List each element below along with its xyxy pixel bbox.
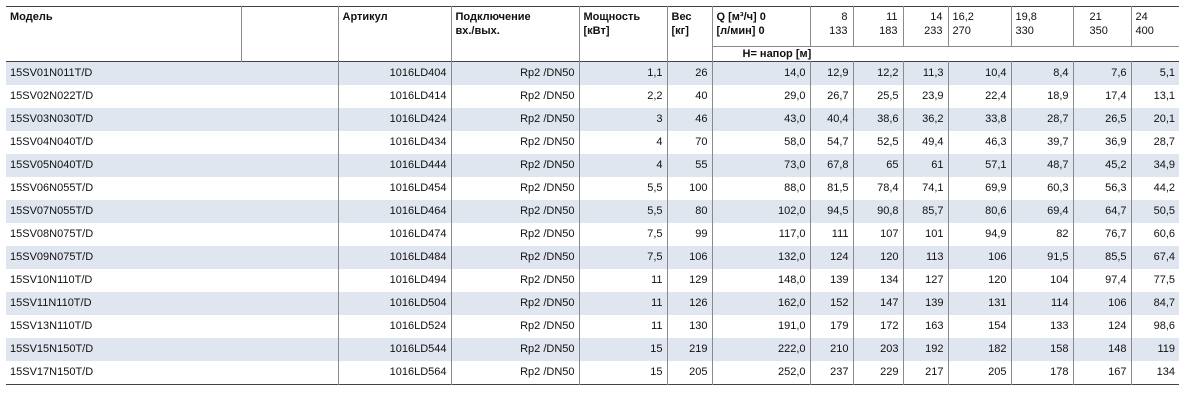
q-lmin-1: 133 <box>829 25 848 37</box>
connection-cell: Rp2 /DN50 <box>451 108 579 131</box>
q-m3h-2: 11 <box>886 11 898 23</box>
model-cell: 15SV03N030T/D <box>6 108 241 131</box>
head-cell: 88,0 <box>712 177 810 200</box>
head-cell: 50,5 <box>1131 200 1179 223</box>
blank-cell <box>241 62 338 86</box>
head-cell: 46,3 <box>948 131 1011 154</box>
head-cell: 124 <box>810 246 853 269</box>
head-cell: 22,4 <box>948 85 1011 108</box>
connection-cell: Rp2 /DN50 <box>451 62 579 86</box>
head-cell: 222,0 <box>712 338 810 361</box>
head-cell: 10,4 <box>948 62 1011 86</box>
head-cell: 60,6 <box>1131 223 1179 246</box>
header-connection-line2: вх./вых. <box>455 25 500 37</box>
head-cell: 139 <box>903 292 948 315</box>
connection-cell: Rp2 /DN50 <box>451 315 579 338</box>
model-cell: 15SV06N055T/D <box>6 177 241 200</box>
blank-cell <box>241 269 338 292</box>
head-cell: 28,7 <box>1131 131 1179 154</box>
head-cell: 29,0 <box>712 85 810 108</box>
head-cell: 85,5 <box>1073 246 1131 269</box>
blank-cell <box>241 246 338 269</box>
head-cell: 178 <box>1011 361 1073 385</box>
head-cell: 84,7 <box>1131 292 1179 315</box>
power-cell: 3 <box>579 108 667 131</box>
connection-cell: Rp2 /DN50 <box>451 177 579 200</box>
head-cell: 52,5 <box>853 131 903 154</box>
head-cell: 48,7 <box>1011 154 1073 177</box>
header-weight-line2: [кг] <box>671 25 689 37</box>
power-cell: 11 <box>579 315 667 338</box>
connection-cell: Rp2 /DN50 <box>451 269 579 292</box>
header-connection <box>451 7 579 62</box>
model-cell: 15SV04N040T/D <box>6 131 241 154</box>
head-cell: 162,0 <box>712 292 810 315</box>
model-cell: 15SV13N110T/D <box>6 315 241 338</box>
blank-cell <box>241 85 338 108</box>
head-cell: 38,6 <box>853 108 903 131</box>
table-row <box>6 154 1179 177</box>
head-cell: 107 <box>853 223 903 246</box>
article-cell: 1016LD464 <box>338 200 451 223</box>
head-cell: 74,1 <box>903 177 948 200</box>
q-lmin-2: 183 <box>879 25 898 37</box>
head-cell: 12,9 <box>810 62 853 86</box>
head-cell: 131 <box>948 292 1011 315</box>
header-head: H= напор [м] <box>712 47 1179 62</box>
head-cell: 80,6 <box>948 200 1011 223</box>
head-cell: 40,4 <box>810 108 853 131</box>
table-row <box>6 62 1179 86</box>
head-cell: 111 <box>810 223 853 246</box>
head-cell: 163 <box>903 315 948 338</box>
article-cell: 1016LD404 <box>338 62 451 86</box>
header-q-col-6 <box>1073 7 1131 47</box>
table-row <box>6 246 1179 269</box>
power-cell: 1,1 <box>579 62 667 86</box>
header-article: Артикул <box>338 7 451 62</box>
model-cell: 15SV01N011T/D <box>6 62 241 86</box>
connection-cell: Rp2 /DN50 <box>451 223 579 246</box>
head-cell: 106 <box>948 246 1011 269</box>
head-cell: 8,4 <box>1011 62 1073 86</box>
header-q-line2: [л/мин] 0 <box>716 25 765 37</box>
head-cell: 101 <box>903 223 948 246</box>
head-cell: 102,0 <box>712 200 810 223</box>
head-cell: 33,8 <box>948 108 1011 131</box>
head-cell: 57,1 <box>948 154 1011 177</box>
head-cell: 132,0 <box>712 246 810 269</box>
header-q-col-3 <box>903 7 948 47</box>
q-lmin-5: 330 <box>1015 25 1034 37</box>
head-cell: 104 <box>1011 269 1073 292</box>
model-cell: 15SV09N075T/D <box>6 246 241 269</box>
head-cell: 11,3 <box>903 62 948 86</box>
model-cell: 15SV05N040T/D <box>6 154 241 177</box>
q-lmin-6: 350 <box>1089 25 1108 37</box>
head-cell: 154 <box>948 315 1011 338</box>
head-cell: 12,2 <box>853 62 903 86</box>
head-cell: 182 <box>948 338 1011 361</box>
head-cell: 217 <box>903 361 948 385</box>
head-cell: 90,8 <box>853 200 903 223</box>
header-q-col-2 <box>853 7 903 47</box>
head-cell: 17,4 <box>1073 85 1131 108</box>
head-cell: 25,5 <box>853 85 903 108</box>
head-cell: 252,0 <box>712 361 810 385</box>
header-connection-line1: Подключение <box>455 11 531 23</box>
weight-cell: 26 <box>667 62 712 86</box>
table-row <box>6 177 1179 200</box>
weight-cell: 70 <box>667 131 712 154</box>
table-row <box>6 315 1179 338</box>
blank-cell <box>241 223 338 246</box>
connection-cell: Rp2 /DN50 <box>451 154 579 177</box>
article-cell: 1016LD504 <box>338 292 451 315</box>
head-cell: 67,8 <box>810 154 853 177</box>
connection-cell: Rp2 /DN50 <box>451 338 579 361</box>
head-cell: 26,5 <box>1073 108 1131 131</box>
header-blank <box>241 7 338 62</box>
model-cell: 15SV17N150T/D <box>6 361 241 385</box>
blank-cell <box>241 177 338 200</box>
model-cell: 15SV07N055T/D <box>6 200 241 223</box>
q-m3h-7: 24 <box>1135 11 1148 23</box>
head-cell: 203 <box>853 338 903 361</box>
table-row <box>6 269 1179 292</box>
weight-cell: 130 <box>667 315 712 338</box>
power-cell: 4 <box>579 154 667 177</box>
head-cell: 77,5 <box>1131 269 1179 292</box>
pump-spec-table <box>6 6 1179 385</box>
head-cell: 64,7 <box>1073 200 1131 223</box>
head-cell: 13,1 <box>1131 85 1179 108</box>
head-cell: 43,0 <box>712 108 810 131</box>
header-weight <box>667 7 712 62</box>
head-cell: 61 <box>903 154 948 177</box>
model-cell: 15SV10N110T/D <box>6 269 241 292</box>
head-cell: 120 <box>948 269 1011 292</box>
model-cell: 15SV02N022T/D <box>6 85 241 108</box>
head-cell: 26,7 <box>810 85 853 108</box>
head-cell: 134 <box>1131 361 1179 385</box>
q-lmin-3: 233 <box>924 25 943 37</box>
connection-cell: Rp2 /DN50 <box>451 246 579 269</box>
power-cell: 7,5 <box>579 223 667 246</box>
table-row <box>6 338 1179 361</box>
head-cell: 167 <box>1073 361 1131 385</box>
head-cell: 36,9 <box>1073 131 1131 154</box>
head-cell: 85,7 <box>903 200 948 223</box>
power-cell: 5,5 <box>579 200 667 223</box>
connection-cell: Rp2 /DN50 <box>451 200 579 223</box>
article-cell: 1016LD564 <box>338 361 451 385</box>
power-cell: 2,2 <box>579 85 667 108</box>
head-cell: 172 <box>853 315 903 338</box>
connection-cell: Rp2 /DN50 <box>451 85 579 108</box>
header-power-line1: Мощность <box>583 11 641 23</box>
head-cell: 106 <box>1073 292 1131 315</box>
head-cell: 67,4 <box>1131 246 1179 269</box>
article-cell: 1016LD414 <box>338 85 451 108</box>
header-model: Модель <box>10 11 53 23</box>
head-cell: 45,2 <box>1073 154 1131 177</box>
article-cell: 1016LD444 <box>338 154 451 177</box>
head-cell: 120 <box>853 246 903 269</box>
model-cell: 15SV11N110T/D <box>6 292 241 315</box>
table-row <box>6 292 1179 315</box>
table-row <box>6 108 1179 131</box>
head-cell: 44,2 <box>1131 177 1179 200</box>
head-cell: 39,7 <box>1011 131 1073 154</box>
connection-cell: Rp2 /DN50 <box>451 131 579 154</box>
head-cell: 117,0 <box>712 223 810 246</box>
head-cell: 69,9 <box>948 177 1011 200</box>
head-cell: 94,9 <box>948 223 1011 246</box>
q-lmin-4: 270 <box>952 25 971 37</box>
head-cell: 20,1 <box>1131 108 1179 131</box>
power-cell: 11 <box>579 269 667 292</box>
head-cell: 34,9 <box>1131 154 1179 177</box>
head-cell: 148 <box>1073 338 1131 361</box>
head-cell: 7,6 <box>1073 62 1131 86</box>
head-cell: 76,7 <box>1073 223 1131 246</box>
head-cell: 114 <box>1011 292 1073 315</box>
article-cell: 1016LD424 <box>338 108 451 131</box>
head-cell: 54,7 <box>810 131 853 154</box>
header-q-col-4 <box>948 7 1011 47</box>
head-cell: 49,4 <box>903 131 948 154</box>
power-cell: 15 <box>579 338 667 361</box>
power-cell: 5,5 <box>579 177 667 200</box>
head-cell: 191,0 <box>712 315 810 338</box>
blank-cell <box>241 131 338 154</box>
table-header <box>6 7 1179 62</box>
blank-cell <box>241 338 338 361</box>
weight-cell: 126 <box>667 292 712 315</box>
power-cell: 7,5 <box>579 246 667 269</box>
head-cell: 158 <box>1011 338 1073 361</box>
blank-cell <box>241 292 338 315</box>
blank-cell <box>241 200 338 223</box>
header-q-line1: Q [м³/ч] 0 <box>716 11 766 23</box>
article-cell: 1016LD484 <box>338 246 451 269</box>
weight-cell: 100 <box>667 177 712 200</box>
q-m3h-6: 21 <box>1089 11 1102 23</box>
header-power <box>579 7 667 62</box>
model-cell: 15SV15N150T/D <box>6 338 241 361</box>
head-cell: 113 <box>903 246 948 269</box>
head-cell: 179 <box>810 315 853 338</box>
header-weight-line1: Вес <box>671 11 692 23</box>
head-cell: 18,9 <box>1011 85 1073 108</box>
blank-cell <box>241 361 338 385</box>
q-m3h-1: 8 <box>841 11 848 23</box>
q-m3h-3: 14 <box>930 11 943 23</box>
connection-cell: Rp2 /DN50 <box>451 292 579 315</box>
weight-cell: 106 <box>667 246 712 269</box>
head-cell: 97,4 <box>1073 269 1131 292</box>
head-cell: 147 <box>853 292 903 315</box>
header-q-col-1 <box>810 7 853 47</box>
head-cell: 94,5 <box>810 200 853 223</box>
head-cell: 237 <box>810 361 853 385</box>
head-cell: 205 <box>948 361 1011 385</box>
head-cell: 60,3 <box>1011 177 1073 200</box>
power-cell: 11 <box>579 292 667 315</box>
article-cell: 1016LD524 <box>338 315 451 338</box>
head-cell: 82 <box>1011 223 1073 246</box>
article-cell: 1016LD544 <box>338 338 451 361</box>
weight-cell: 80 <box>667 200 712 223</box>
head-cell: 28,7 <box>1011 108 1073 131</box>
head-cell: 73,0 <box>712 154 810 177</box>
header-q-col-5 <box>1011 7 1073 47</box>
power-cell: 15 <box>579 361 667 385</box>
head-cell: 14,0 <box>712 62 810 86</box>
blank-cell <box>241 315 338 338</box>
table-row <box>6 361 1179 385</box>
head-cell: 119 <box>1131 338 1179 361</box>
weight-cell: 205 <box>667 361 712 385</box>
head-cell: 192 <box>903 338 948 361</box>
blank-cell <box>241 154 338 177</box>
head-cell: 139 <box>810 269 853 292</box>
head-cell: 5,1 <box>1131 62 1179 86</box>
weight-cell: 99 <box>667 223 712 246</box>
article-cell: 1016LD434 <box>338 131 451 154</box>
weight-cell: 129 <box>667 269 712 292</box>
head-cell: 134 <box>853 269 903 292</box>
head-cell: 69,4 <box>1011 200 1073 223</box>
model-cell: 15SV08N075T/D <box>6 223 241 246</box>
head-cell: 229 <box>853 361 903 385</box>
q-m3h-4: 16,2 <box>952 11 974 23</box>
head-cell: 36,2 <box>903 108 948 131</box>
head-cell: 56,3 <box>1073 177 1131 200</box>
power-cell: 4 <box>579 131 667 154</box>
head-cell: 98,6 <box>1131 315 1179 338</box>
head-cell: 152 <box>810 292 853 315</box>
table-row <box>6 85 1179 108</box>
head-cell: 78,4 <box>853 177 903 200</box>
connection-cell: Rp2 /DN50 <box>451 361 579 385</box>
table-row <box>6 200 1179 223</box>
head-cell: 91,5 <box>1011 246 1073 269</box>
weight-cell: 46 <box>667 108 712 131</box>
head-cell: 58,0 <box>712 131 810 154</box>
weight-cell: 40 <box>667 85 712 108</box>
table-body <box>6 62 1179 385</box>
q-lmin-7: 400 <box>1135 25 1154 37</box>
article-cell: 1016LD454 <box>338 177 451 200</box>
table-row <box>6 223 1179 246</box>
head-cell: 148,0 <box>712 269 810 292</box>
header-q <box>712 7 810 47</box>
q-m3h-5: 19,8 <box>1015 11 1037 23</box>
head-cell: 127 <box>903 269 948 292</box>
head-cell: 65 <box>853 154 903 177</box>
article-cell: 1016LD494 <box>338 269 451 292</box>
header-power-line2: [кВт] <box>583 25 610 37</box>
head-cell: 133 <box>1011 315 1073 338</box>
article-cell: 1016LD474 <box>338 223 451 246</box>
weight-cell: 219 <box>667 338 712 361</box>
head-cell: 23,9 <box>903 85 948 108</box>
head-cell: 81,5 <box>810 177 853 200</box>
blank-cell <box>241 108 338 131</box>
header-q-col-7 <box>1131 7 1179 47</box>
weight-cell: 55 <box>667 154 712 177</box>
head-cell: 210 <box>810 338 853 361</box>
table-row <box>6 131 1179 154</box>
head-cell: 124 <box>1073 315 1131 338</box>
